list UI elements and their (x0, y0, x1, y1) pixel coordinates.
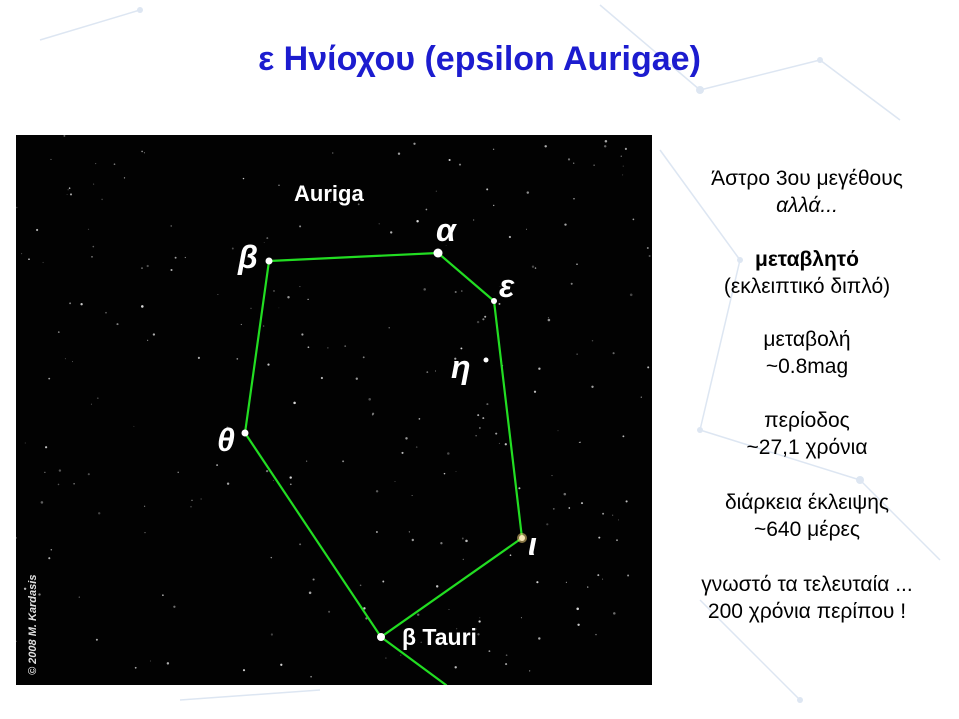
line-beta-tauri-theta (245, 433, 381, 637)
faint-star (73, 483, 75, 485)
faint-star (273, 290, 274, 291)
faint-star (630, 294, 633, 297)
faint-star (363, 356, 365, 358)
faint-star (175, 257, 177, 259)
faint-star (144, 152, 145, 153)
faint-star (80, 303, 82, 305)
faint-star (287, 296, 289, 298)
faint-star (581, 502, 583, 504)
faint-star (372, 413, 374, 415)
faint-star (135, 667, 137, 669)
faint-star (43, 262, 44, 263)
background-stars (16, 135, 651, 678)
faint-star (36, 229, 38, 231)
faint-star (88, 229, 89, 230)
note-variable-line1: μεταβλητό (754, 248, 860, 271)
faint-star (553, 508, 555, 510)
line-theta-beta (245, 261, 269, 433)
star-alpha (434, 249, 443, 258)
faint-star (327, 347, 328, 348)
faint-star (641, 397, 642, 398)
faint-star (416, 446, 418, 448)
faint-star (279, 308, 280, 309)
faint-star (67, 194, 68, 195)
faint-star (526, 229, 527, 230)
faint-star (385, 657, 386, 658)
faint-star (521, 617, 522, 618)
faint-star (564, 223, 566, 225)
faint-star (45, 446, 47, 448)
faint-star (51, 159, 52, 160)
faint-star (597, 574, 599, 576)
faint-star (493, 149, 494, 150)
faint-star (141, 151, 143, 153)
faint-star (626, 500, 628, 502)
faint-star (647, 366, 649, 368)
faint-star (598, 537, 600, 539)
faint-star (306, 461, 307, 462)
faint-star (622, 435, 624, 437)
faint-star (527, 191, 529, 193)
note-eclipse-line2: ~640 μέρες (753, 518, 861, 541)
faint-star (426, 209, 428, 211)
faint-star (162, 594, 164, 596)
faint-star (250, 308, 252, 310)
faint-star (48, 557, 50, 559)
faint-star (419, 418, 421, 420)
faint-star (293, 402, 296, 405)
faint-star (412, 539, 414, 541)
faint-star (627, 575, 629, 577)
label-iota: ι (528, 526, 537, 562)
faint-star (25, 443, 26, 444)
faint-star (477, 633, 479, 635)
faint-star (58, 484, 60, 486)
faint-star (95, 163, 96, 164)
faint-star (97, 397, 99, 399)
faint-star (536, 581, 538, 583)
faint-star (534, 391, 536, 393)
note-known-line1: γνωστό τα τελευταία ... (701, 573, 913, 596)
faint-star (170, 225, 171, 226)
faint-star (321, 377, 323, 379)
note-change (655, 326, 959, 380)
faint-star (604, 145, 606, 147)
faint-star (447, 452, 450, 455)
faint-star (301, 333, 303, 335)
faint-star (413, 143, 415, 145)
faint-star (376, 490, 378, 492)
sky-svg (16, 135, 652, 685)
faint-star (552, 475, 553, 476)
faint-star (313, 578, 315, 580)
notes-panel (655, 165, 959, 625)
faint-star (573, 163, 574, 164)
faint-star (227, 483, 229, 485)
faint-star (153, 333, 155, 335)
faint-star (455, 291, 457, 293)
faint-star (613, 352, 615, 354)
night-sky-photo (16, 135, 652, 685)
faint-star (299, 543, 301, 545)
faint-star (591, 386, 593, 388)
faint-star (289, 476, 291, 478)
faint-star (566, 582, 567, 583)
faint-star (405, 437, 407, 439)
faint-star (495, 433, 497, 435)
faint-star (167, 662, 169, 664)
faint-star (558, 430, 559, 431)
label-beta-tauri: β Tauri (402, 624, 477, 650)
faint-star (477, 321, 479, 323)
faint-star (459, 164, 461, 166)
faint-star (412, 495, 413, 496)
constellation-label: Auriga (294, 181, 364, 206)
label-eta: η (451, 349, 471, 385)
faint-star (486, 188, 488, 190)
faint-star (532, 265, 534, 267)
faint-star (307, 299, 308, 300)
faint-star (360, 585, 362, 587)
star-iota-glow (517, 533, 527, 543)
faint-star (479, 617, 480, 618)
faint-star (16, 537, 17, 539)
faint-star (141, 305, 144, 308)
star-theta (242, 430, 249, 437)
faint-star (101, 199, 103, 201)
faint-star (69, 187, 71, 189)
faint-star (649, 255, 651, 257)
faint-star (538, 637, 540, 639)
faint-star (267, 363, 269, 365)
faint-star (216, 464, 218, 466)
faint-star (68, 189, 69, 190)
constellation-lines (245, 253, 522, 685)
note-variable (655, 246, 959, 300)
faint-star (529, 670, 530, 671)
faint-star (564, 493, 567, 496)
faint-star (400, 655, 401, 656)
faint-star (647, 247, 649, 249)
note-change-line1: μεταβολή (763, 328, 851, 351)
faint-star (243, 178, 244, 179)
faint-star (456, 471, 457, 472)
faint-star (342, 460, 344, 462)
faint-star (356, 378, 358, 380)
faint-star (568, 507, 570, 509)
faint-star (463, 559, 464, 560)
faint-star (401, 452, 403, 454)
faint-star (449, 159, 451, 161)
faint-star (605, 140, 608, 143)
faint-star (568, 158, 570, 160)
label-beta: β (238, 239, 258, 275)
faint-star (389, 327, 390, 328)
faint-star (21, 253, 22, 254)
faint-star (462, 538, 464, 540)
faint-star (266, 237, 268, 239)
faint-star (236, 358, 238, 360)
faint-star (190, 506, 192, 508)
label-alpha: α (436, 212, 456, 248)
faint-star (455, 666, 457, 668)
faint-star (576, 353, 577, 354)
faint-star (266, 470, 268, 472)
faint-star (505, 663, 507, 665)
faint-star (185, 257, 186, 258)
faint-star (263, 325, 265, 327)
note-known-line2: 200 χρόνια περίπου ! (707, 600, 907, 623)
faint-star (105, 312, 107, 314)
label-theta: θ (217, 422, 235, 458)
faint-star (573, 198, 574, 199)
faint-star (241, 324, 242, 325)
faint-star (96, 639, 98, 641)
faint-star (621, 156, 622, 157)
faint-star (499, 443, 500, 444)
faint-star (116, 323, 118, 325)
faint-star (622, 174, 623, 175)
faint-star (602, 513, 604, 515)
faint-star (461, 290, 463, 292)
faint-star (548, 317, 549, 318)
faint-star (201, 499, 202, 500)
faint-star (41, 501, 44, 504)
faint-star (177, 472, 178, 473)
line-beta-alpha (269, 253, 438, 261)
faint-star (278, 185, 279, 186)
faint-star (595, 634, 596, 635)
faint-star (328, 611, 330, 613)
faint-star (417, 613, 419, 615)
label-epsilon: ε (499, 268, 515, 304)
faint-star (144, 532, 145, 533)
faint-star (309, 592, 312, 595)
faint-star (416, 220, 418, 222)
faint-star (114, 163, 116, 165)
faint-star (72, 361, 73, 362)
faint-star (217, 294, 218, 295)
faint-star (150, 661, 151, 662)
star-beta (266, 258, 273, 265)
faint-star (625, 148, 627, 150)
faint-star (63, 135, 65, 137)
faint-star (477, 414, 479, 416)
faint-star (299, 286, 300, 287)
note-star-class-line2: αλλά... (776, 194, 838, 217)
note-period-line2: ~27,1 χρόνια (746, 436, 868, 459)
note-period (655, 407, 959, 461)
faint-star (426, 371, 428, 373)
faint-star (51, 549, 52, 550)
faint-star (59, 469, 61, 471)
faint-star (475, 435, 476, 436)
faint-star (24, 588, 26, 590)
faint-star (98, 512, 100, 514)
faint-star (395, 481, 396, 482)
faint-star (484, 316, 486, 318)
faint-star (91, 256, 92, 257)
faint-star (436, 191, 437, 192)
note-star-class (655, 165, 959, 219)
faint-star (576, 264, 577, 265)
faint-star (623, 166, 624, 167)
faint-star (486, 403, 488, 405)
star-beta-tauri (377, 633, 385, 641)
faint-star (16, 641, 17, 642)
faint-star (170, 269, 172, 271)
line-epsilon-iota (494, 301, 522, 538)
faint-star (141, 267, 143, 269)
faint-star (538, 368, 540, 370)
faint-star (478, 620, 480, 622)
faint-star (280, 664, 282, 666)
faint-star (198, 357, 200, 359)
faint-star (488, 650, 490, 652)
star-epsilon (491, 298, 497, 304)
faint-star (482, 318, 484, 320)
faint-star (448, 609, 449, 610)
faint-star (440, 542, 442, 544)
faint-star (613, 612, 616, 615)
slide-title: ε Ηνίοχου (epsilon Aurigae) (258, 40, 701, 78)
faint-star (310, 676, 312, 678)
note-period-line1: περίοδος (764, 409, 850, 432)
faint-star (509, 236, 511, 238)
faint-star (482, 417, 484, 419)
faint-star (133, 426, 134, 427)
faint-star (473, 219, 474, 220)
line-iota-beta-tauri (381, 538, 522, 637)
faint-star (506, 654, 508, 656)
faint-star (602, 579, 603, 580)
faint-star (368, 398, 371, 401)
faint-star (191, 500, 192, 501)
faint-star (376, 531, 378, 533)
faint-star (577, 624, 579, 626)
faint-star (576, 608, 579, 611)
faint-star (409, 531, 410, 532)
faint-star (579, 442, 580, 443)
note-known (655, 571, 959, 625)
faint-star (505, 443, 507, 445)
faint-star (423, 288, 426, 291)
faint-star (44, 472, 45, 473)
faint-star (70, 193, 72, 195)
faint-star (332, 153, 333, 154)
faint-star (444, 473, 446, 475)
faint-star (382, 581, 384, 583)
faint-star (273, 480, 274, 481)
faint-star (16, 207, 18, 209)
faint-star (88, 473, 90, 475)
faint-star (344, 345, 346, 347)
note-eclipse-line1: διάρκεια έκλειψης (724, 491, 890, 514)
faint-star (379, 223, 380, 224)
faint-star (65, 358, 66, 359)
faint-star (612, 515, 613, 516)
faint-star (398, 153, 400, 155)
faint-star (48, 378, 50, 380)
faint-star (271, 557, 272, 558)
faint-star (593, 164, 594, 165)
faint-star (124, 177, 125, 178)
faint-star (93, 246, 95, 248)
star-eta (484, 358, 489, 363)
faint-star (435, 371, 436, 372)
note-star-class-line1: Άστρο 3ου μεγέθους (711, 167, 903, 190)
faint-star (518, 487, 520, 489)
faint-star (58, 331, 60, 333)
note-eclipse (655, 489, 959, 543)
faint-star (571, 283, 573, 285)
faint-star (544, 145, 546, 147)
faint-star (290, 483, 292, 485)
line-alpha-epsilon (438, 253, 494, 301)
faint-star (493, 205, 494, 206)
faint-star (69, 302, 71, 304)
note-variable-line2: (εκλειπτικό διπλό) (723, 275, 891, 298)
faint-star (510, 554, 512, 556)
faint-star (147, 265, 149, 267)
faint-star (618, 519, 619, 520)
faint-star (271, 633, 273, 635)
faint-star (546, 523, 548, 525)
faint-star (79, 596, 80, 597)
faint-star (479, 427, 480, 428)
faint-star (308, 346, 310, 348)
faint-star (144, 506, 145, 507)
copyright-text: © 2008 M. Kardasis (27, 574, 39, 675)
faint-star (587, 586, 588, 587)
faint-star (633, 219, 635, 221)
faint-star (91, 404, 92, 405)
faint-star (28, 258, 30, 260)
faint-star (299, 225, 301, 227)
faint-star (232, 248, 234, 250)
faint-star (93, 184, 94, 185)
faint-star (147, 340, 148, 341)
faint-star (592, 340, 593, 341)
faint-star (436, 585, 438, 587)
faint-star (264, 242, 265, 243)
faint-star (616, 539, 618, 541)
faint-star (535, 267, 536, 268)
faint-star (465, 540, 468, 543)
faint-star (548, 319, 551, 322)
faint-star (243, 669, 245, 671)
note-change-line2: ~0.8mag (765, 355, 849, 378)
faint-star (173, 606, 175, 608)
faint-star (390, 231, 392, 233)
